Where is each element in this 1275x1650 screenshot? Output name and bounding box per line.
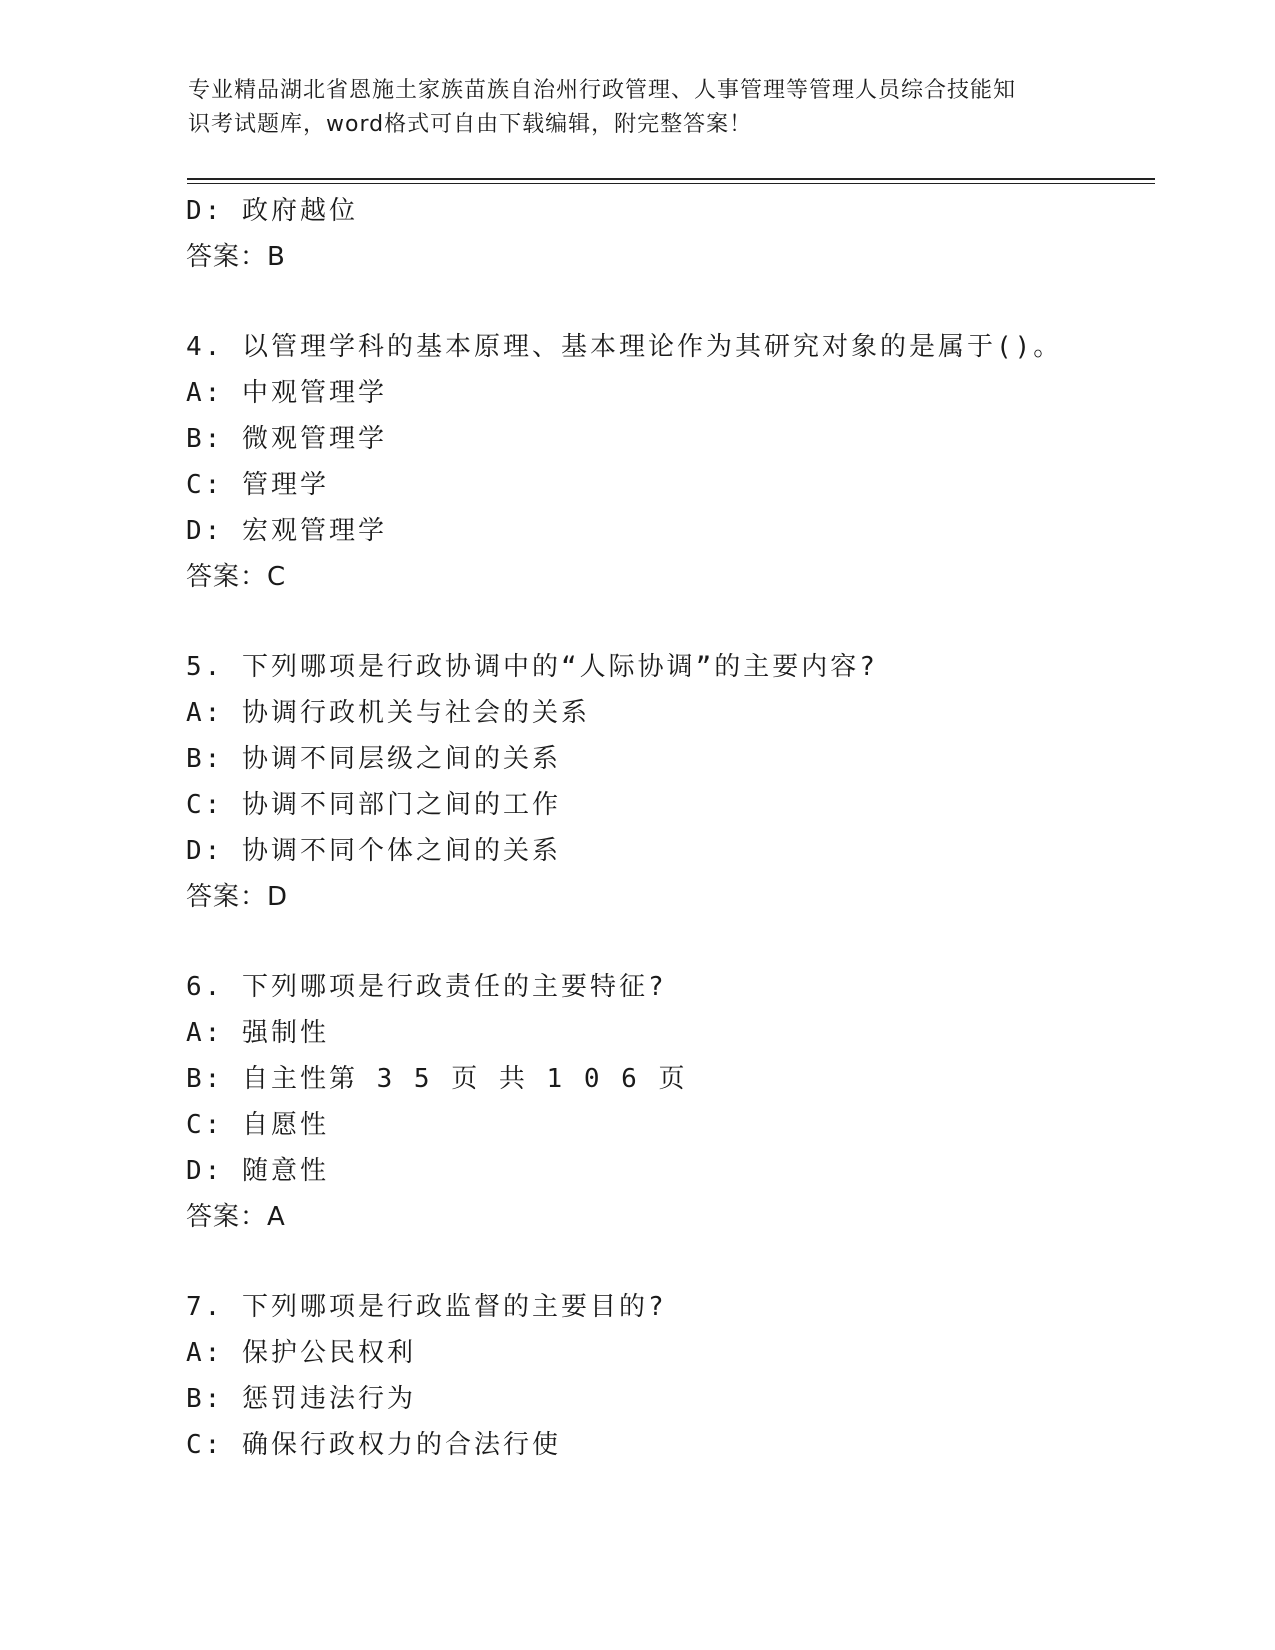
question-stem: 6. 下列哪项是行政责任的主要特征? — [186, 972, 667, 1002]
question-stem: 7. 下列哪项是行政监督的主要目的? — [186, 1292, 667, 1322]
option-a: A: 保护公民权利 — [186, 1338, 416, 1368]
question-stem: 5. 下列哪项是行政协调中的“人际协调”的主要内容? — [186, 652, 878, 682]
document-header — [188, 74, 1088, 142]
option-d: D: 协调不同个体之间的关系 — [186, 836, 561, 866]
question-list — [186, 188, 1146, 1468]
option-a: A: 中观管理学 — [186, 378, 387, 408]
option-a: A: 强制性 — [186, 1018, 329, 1048]
option-a: A: 协调行政机关与社会的关系 — [186, 698, 590, 728]
option-c: C: 自愿性 — [186, 1110, 329, 1140]
option-b: B: 协调不同层级之间的关系 — [186, 744, 561, 774]
header-line-2: 识考试题库，word格式可自由下载编辑，附完整答案！ — [188, 112, 753, 137]
answer: 答案：A — [186, 1202, 286, 1232]
header-divider — [187, 178, 1155, 184]
option-c: C: 协调不同部门之间的工作 — [186, 790, 561, 820]
answer: 答案：C — [186, 562, 287, 592]
header-line-1: 专业精品湖北省恩施土家族苗族自治州行政管理、人事管理等管理人员综合技能知 — [188, 78, 1017, 103]
option-b: B: 惩罚违法行为 — [186, 1384, 416, 1414]
option-d: D: 随意性 — [186, 1156, 329, 1186]
question-5 — [186, 644, 1146, 920]
question-4 — [186, 324, 1146, 600]
option-b: B: 自主性第 3 5 页 共 1 0 6 页 — [186, 1064, 688, 1094]
question-stem: 4. 以管理学科的基本原理、基本理论作为其研究对象的是属于()。 — [186, 332, 1063, 362]
question-6 — [186, 964, 1146, 1240]
option-c: C: 管理学 — [186, 470, 329, 500]
answer: 答案：B — [186, 242, 286, 272]
option-d: D: 政府越位 — [186, 196, 358, 226]
question-7 — [186, 1284, 1146, 1468]
option-c: C: 确保行政权力的合法行使 — [186, 1430, 561, 1460]
option-b: B: 微观管理学 — [186, 424, 387, 454]
option-d: D: 宏观管理学 — [186, 516, 387, 546]
answer: 答案：D — [186, 882, 289, 912]
